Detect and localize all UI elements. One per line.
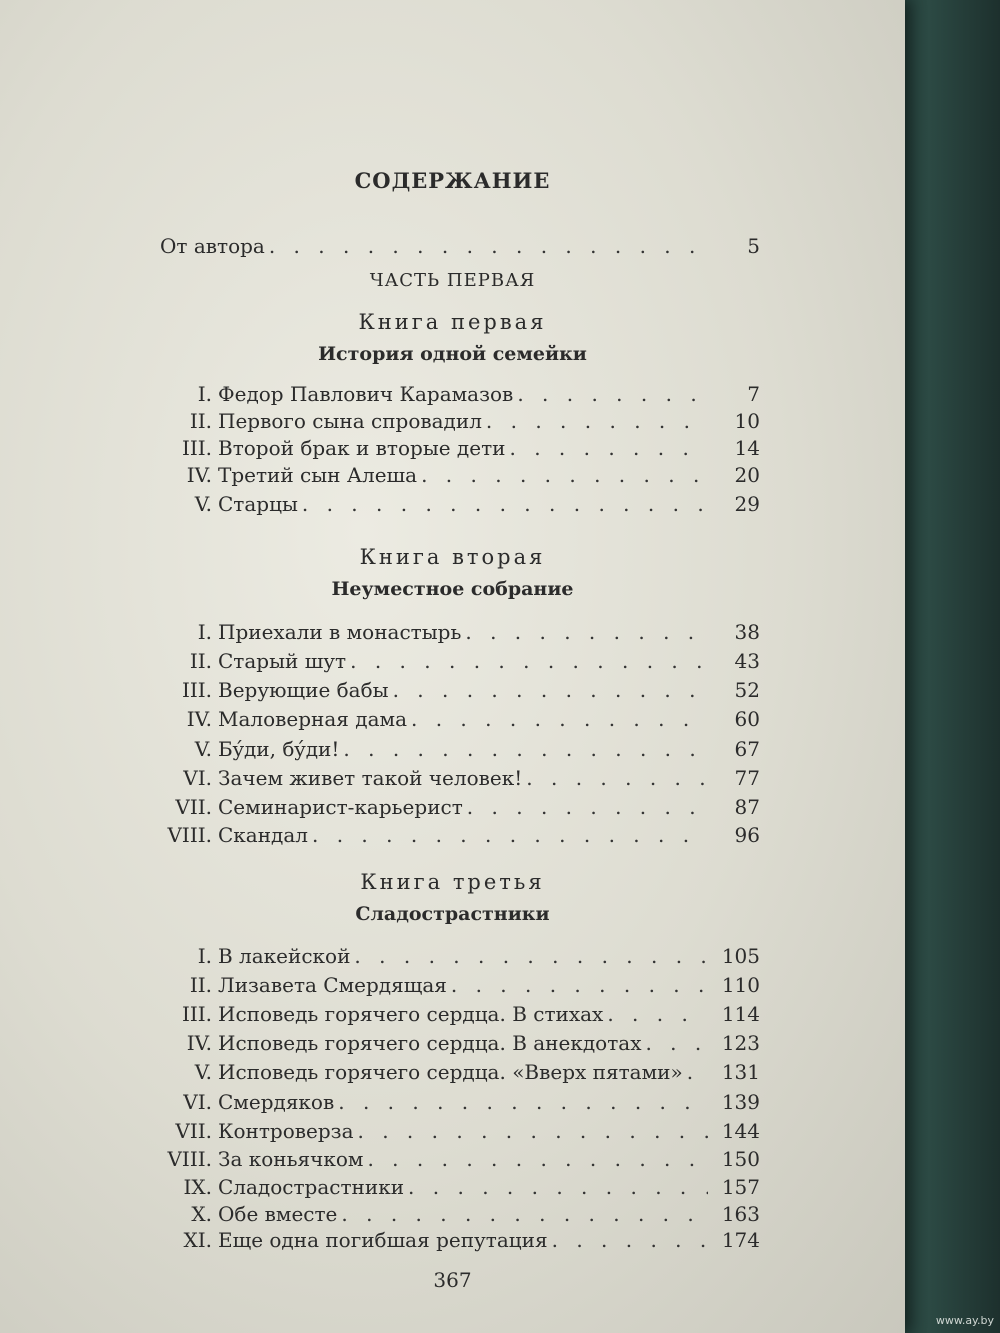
entry-page: 60 xyxy=(734,707,760,731)
entry-number: IV. xyxy=(186,1031,212,1055)
leader-dots xyxy=(338,1088,708,1116)
entry-page: 105 xyxy=(721,944,760,968)
toc-entry xyxy=(160,1145,760,1173)
entry-page: 174 xyxy=(721,1228,760,1252)
entry-title: Федор Павлович Карамазов xyxy=(218,382,514,406)
toc-entry xyxy=(160,1088,760,1116)
leader-dots xyxy=(341,1200,708,1228)
entry-number: II. xyxy=(189,649,212,673)
entry-title: Семинарист-карьерист xyxy=(218,795,463,819)
entry-title: Смердяков xyxy=(218,1090,335,1114)
toc-entry xyxy=(160,1200,760,1228)
entry-page: 96 xyxy=(734,823,760,847)
entry-title: Исповедь горячего сердца. В стихах xyxy=(218,1002,604,1026)
entry-page: 10 xyxy=(734,409,760,433)
entry-page: 43 xyxy=(734,649,760,673)
leader-dots xyxy=(358,1117,709,1145)
entry-number: IV. xyxy=(186,707,212,731)
leader-dots xyxy=(350,647,708,675)
toc-entry xyxy=(160,735,760,763)
toc-entry xyxy=(160,821,760,849)
entry-title: Третий сын Алеша xyxy=(218,463,418,487)
leader-dots xyxy=(517,380,708,408)
entry-number: IX. xyxy=(183,1175,212,1199)
toc-entry xyxy=(160,676,760,704)
entry-number: I. xyxy=(197,382,212,406)
book-subtitle: Неуместное собрание xyxy=(331,578,574,600)
entry-number: VI. xyxy=(183,1090,212,1114)
book-heading: Книга первая xyxy=(358,310,547,334)
leader-dots xyxy=(312,821,708,849)
entry-page: 14 xyxy=(734,436,760,460)
entry-number: III. xyxy=(181,678,212,702)
toc-entry xyxy=(160,1173,760,1201)
leader-dots xyxy=(465,618,708,646)
entry-page: 7 xyxy=(747,382,760,406)
toc-entry xyxy=(160,1000,760,1028)
entry-page: 131 xyxy=(721,1060,760,1084)
entry-page: 114 xyxy=(721,1002,760,1026)
book-subtitle: Сладострастники xyxy=(355,903,550,925)
entry-number: V. xyxy=(194,737,212,761)
entry-number: III. xyxy=(181,436,212,460)
toc-entry xyxy=(160,647,760,675)
entry-title: За коньячком xyxy=(218,1147,364,1171)
entry-title: Маловерная дама xyxy=(218,707,407,731)
entry-page: 110 xyxy=(721,973,760,997)
entry-title: Старый шут xyxy=(218,649,347,673)
entry-title: Сладострастники xyxy=(218,1175,405,1199)
toc-entry xyxy=(160,942,760,970)
leader-dots xyxy=(408,1173,708,1201)
entry-number: VIII. xyxy=(167,823,212,847)
entry-number: X. xyxy=(191,1202,212,1226)
toc-entry xyxy=(160,1226,760,1254)
entry-title: Лизавета Смердящая xyxy=(218,973,447,997)
book-heading: Книга третья xyxy=(360,870,545,894)
watermark: www.ay.by xyxy=(935,1314,994,1327)
leader-dots xyxy=(302,490,708,518)
entry-page: 157 xyxy=(721,1175,760,1199)
entry-title: Бýди, бýди! xyxy=(218,737,340,761)
entry-title: Второй брак и вторые дети xyxy=(218,436,506,460)
leader-dots xyxy=(393,676,708,704)
entry-number: IV. xyxy=(186,463,212,487)
entry-number: VII. xyxy=(175,795,212,819)
leader-dots xyxy=(354,942,708,970)
entry-number: VI. xyxy=(183,766,212,790)
leader-dots xyxy=(607,1000,708,1028)
entry-number: V. xyxy=(194,492,212,516)
toc-entry xyxy=(160,490,760,518)
entry-page: 52 xyxy=(734,678,760,702)
entry-title: В лакейской xyxy=(218,944,351,968)
entry-number: VIII. xyxy=(167,1147,212,1171)
toc-entry xyxy=(160,407,760,435)
leader-dots xyxy=(552,1226,708,1254)
entry-title: От автора xyxy=(160,234,265,258)
part-heading: ЧАСТЬ ПЕРВАЯ xyxy=(369,270,536,291)
leader-dots xyxy=(367,1145,708,1173)
entry-title: Исповедь горячего сердца. В анекдотах xyxy=(218,1031,642,1055)
toc-entry xyxy=(160,764,760,792)
entry-number: V. xyxy=(194,1060,212,1084)
leader-dots xyxy=(509,434,708,462)
entry-number: I. xyxy=(197,944,212,968)
toc-entry xyxy=(160,461,760,489)
toc-entry xyxy=(160,434,760,462)
toc-entry xyxy=(160,380,760,408)
leader-dots xyxy=(411,705,708,733)
entry-page: 77 xyxy=(734,766,760,790)
leader-dots xyxy=(467,793,708,821)
entry-number: I. xyxy=(197,620,212,644)
entry-title: Исповедь горячего сердца. «Вверх пятами» xyxy=(218,1060,683,1084)
toc-title: СОДЕРЖАНИЕ xyxy=(354,168,551,193)
entry-title: Скандал xyxy=(218,823,308,847)
entry-title: Еще одна погибшая репутация xyxy=(218,1228,548,1252)
toc-entry xyxy=(160,793,760,821)
entry-number: II. xyxy=(189,409,212,433)
leader-dots xyxy=(343,735,708,763)
leader-dots xyxy=(451,971,708,999)
leader-dots xyxy=(645,1029,708,1057)
entry-title: Первого сына спровадил xyxy=(218,409,482,433)
book-subtitle: История одной семейки xyxy=(318,343,587,365)
entry-page: 139 xyxy=(721,1090,760,1114)
toc-entry xyxy=(160,1058,760,1086)
entry-page: 87 xyxy=(734,795,760,819)
leader-dots xyxy=(687,1058,708,1086)
leader-dots xyxy=(486,407,708,435)
entry-title: Зачем живет такой человек! xyxy=(218,766,523,790)
entry-title: Приехали в монастырь xyxy=(218,620,462,644)
toc-entry xyxy=(160,1029,760,1057)
book-heading: Книга вторая xyxy=(359,545,546,569)
entry-title: Обе вместе xyxy=(218,1202,338,1226)
entry-page: 163 xyxy=(721,1202,760,1226)
entry-page: 5 xyxy=(747,234,760,258)
entry-title: Верующие бабы xyxy=(218,678,389,702)
leader-dots xyxy=(269,232,708,260)
entry-page: 29 xyxy=(734,492,760,516)
entry-number: II. xyxy=(189,973,212,997)
entry-page: 123 xyxy=(721,1031,760,1055)
page-number: 367 xyxy=(433,1268,472,1292)
entry-page: 67 xyxy=(734,737,760,761)
leader-dots xyxy=(526,764,708,792)
toc-entry xyxy=(160,618,760,646)
entry-page: 150 xyxy=(721,1147,760,1171)
toc-entry xyxy=(160,1117,760,1145)
toc-entry xyxy=(160,971,760,999)
entry-number: XI. xyxy=(183,1228,212,1252)
entry-page: 20 xyxy=(734,463,760,487)
entry-page: 144 xyxy=(721,1119,760,1143)
entry-number: III. xyxy=(181,1002,212,1026)
toc-entry-intro xyxy=(160,232,760,260)
toc-entry xyxy=(160,705,760,733)
entry-number: VII. xyxy=(175,1119,212,1143)
leader-dots xyxy=(421,461,708,489)
entry-title: Контроверза xyxy=(218,1119,354,1143)
entry-page: 38 xyxy=(734,620,760,644)
entry-title: Старцы xyxy=(218,492,298,516)
